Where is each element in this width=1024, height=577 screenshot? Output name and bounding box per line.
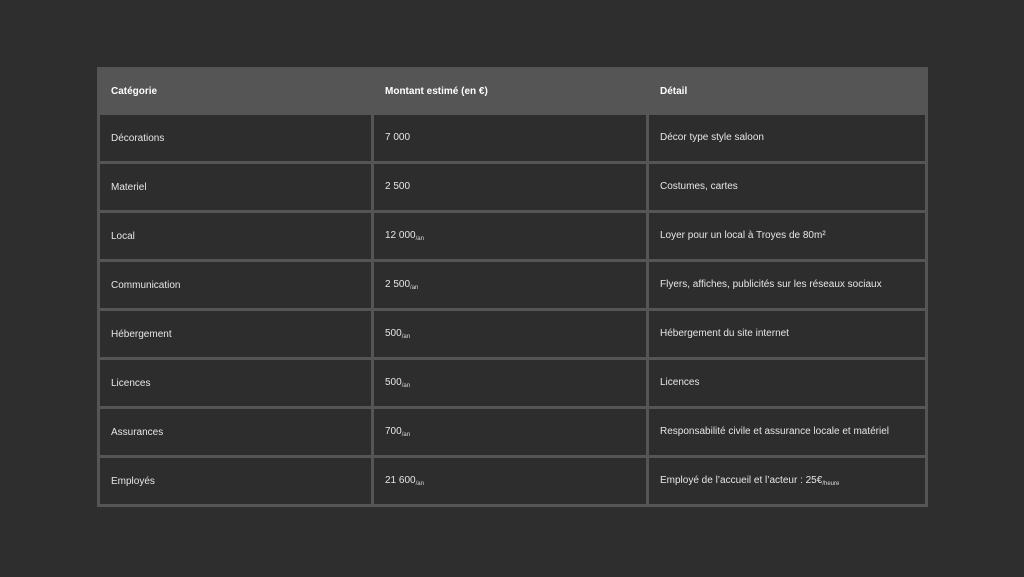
amount-value: 500 bbox=[385, 377, 402, 388]
table-header-row bbox=[100, 70, 925, 112]
cell-detail bbox=[649, 164, 925, 210]
amount-value: 21 600 bbox=[385, 475, 416, 486]
budget-table-container bbox=[97, 67, 928, 507]
cell-amount bbox=[374, 409, 646, 455]
amount-value: 12 000 bbox=[385, 230, 416, 241]
amount-unit: /an bbox=[415, 481, 424, 487]
table-row bbox=[100, 409, 925, 455]
cell-category: Décorations bbox=[100, 115, 371, 161]
detail-text: Responsabilité civile et assurance locale et matériel bbox=[660, 426, 890, 437]
table-row bbox=[100, 311, 925, 357]
cell-detail bbox=[649, 360, 925, 406]
table-row bbox=[100, 262, 925, 308]
cell-amount bbox=[374, 360, 646, 406]
cell-detail bbox=[649, 311, 925, 357]
amount-unit: /an bbox=[415, 236, 424, 242]
amount-unit: /an bbox=[401, 432, 411, 438]
cell-category: Licences bbox=[100, 360, 371, 406]
table-row bbox=[100, 164, 925, 210]
cell-amount bbox=[374, 164, 646, 210]
amount-value: 500 bbox=[385, 328, 402, 339]
table-row bbox=[100, 458, 925, 504]
cell-amount bbox=[374, 311, 646, 357]
cell-detail bbox=[649, 409, 925, 455]
detail-text: Employé de l’accueil et l’acteur : 25€ bbox=[660, 475, 823, 486]
amount-value: 700 bbox=[385, 426, 402, 437]
header-amount: Montant estimé (en €) bbox=[374, 70, 646, 112]
amount-value: 2 500 bbox=[385, 181, 411, 192]
table-row bbox=[100, 213, 925, 259]
amount-unit: /an bbox=[401, 383, 411, 389]
budget-table bbox=[97, 67, 928, 507]
cell-detail bbox=[649, 458, 925, 504]
detail-text: Hébergement du site internet bbox=[660, 328, 789, 339]
header-detail: Détail bbox=[649, 70, 925, 112]
cell-amount bbox=[374, 262, 646, 308]
amount-unit: /an bbox=[401, 334, 411, 340]
cell-category: Hébergement bbox=[100, 311, 371, 357]
table-row bbox=[100, 360, 925, 406]
header-category: Catégorie bbox=[100, 70, 371, 112]
cell-category: Employés bbox=[100, 458, 371, 504]
cell-detail bbox=[649, 213, 925, 259]
cell-detail bbox=[649, 115, 925, 161]
cell-category: Local bbox=[100, 213, 371, 259]
detail-text: Costumes, cartes bbox=[660, 181, 738, 192]
cell-amount bbox=[374, 115, 646, 161]
cell-category: Communication bbox=[100, 262, 371, 308]
cell-category: Assurances bbox=[100, 409, 371, 455]
detail-unit: /heure bbox=[822, 481, 840, 487]
amount-value: 7 000 bbox=[385, 132, 411, 143]
cell-amount bbox=[374, 458, 646, 504]
detail-text: Décor type style saloon bbox=[660, 132, 764, 143]
cell-category: Materiel bbox=[100, 164, 371, 210]
amount-unit: /an bbox=[410, 285, 419, 291]
table-row bbox=[100, 115, 925, 161]
cell-detail bbox=[649, 262, 925, 308]
detail-text: Flyers, affiches, publicités sur les réseaux sociaux bbox=[660, 279, 882, 290]
amount-value: 2 500 bbox=[385, 279, 411, 290]
detail-text: Licences bbox=[660, 377, 700, 388]
cell-amount bbox=[374, 213, 646, 259]
detail-text: Loyer pour un local à Troyes de 80m² bbox=[660, 230, 826, 241]
